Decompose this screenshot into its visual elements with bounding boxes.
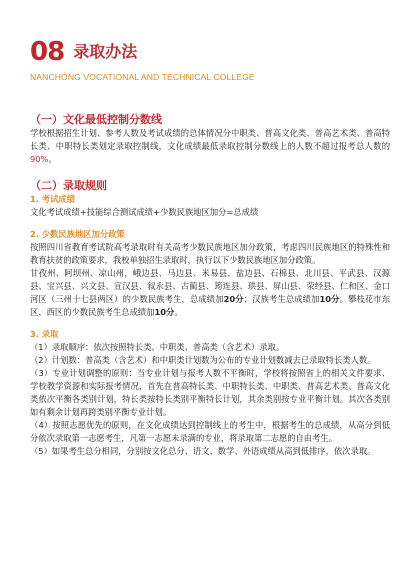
- min-score-text: 学校根据招生计划、参考人数及考试成绩的总体情况分中职类、普高文化类、普高艺术类、普高特长类、中职特长类划定录取控制线，文化成绩最低录取控制分数线上的人数不超过报考总人数的: [30, 128, 390, 151]
- admission-plan-count: （2）计划数：普高类（含艺术）和中职类计划数为公布的专业计划数减去已录取特长类人数。: [30, 355, 376, 365]
- chapter-number: 08: [30, 37, 65, 67]
- panzhihua-bonus-text: 。攀枝花市东区、西区的少数民族考生总成绩加: [30, 294, 390, 317]
- minority-bonus-regions: 甘孜州、阿坝州、凉山州，峨边县、马边县、米易县、盐边县、石棉县、北川县、平武县、汉源县、宝兴县、兴文县、宣汉县、叙永县、古蔺县、筠连县、珙县、屏山县、荥经县、仁和区、金口河区（三州十七县两区）的少数民族考生，总成绩加: [30, 268, 390, 304]
- exam-score-formula: 文化考试成绩+技能综合测试成绩+少数民族地区加分=总成绩: [30, 207, 259, 217]
- bonus-text-end: 。: [174, 307, 183, 317]
- bonus-10-points-panzhihua: 10分: [154, 307, 175, 317]
- admission-order: （1）录取顺序：依次按照特长类、中职类、普高类（含艺术）录取。: [30, 342, 285, 352]
- minority-bonus-intro: 按照四川省教育考试院高考录取时有关高考少数民族地区加分政策，考虑四川民族地区的特殊性和教育扶贫的政策要求，我校单独招生录取时，执行以下少数民族地区加分政策。: [30, 242, 390, 265]
- admission-tie-break: （5）如果考生总分相同，分别按文化总分、语文、数学、外语成绩从高到低排序，依次录取。: [30, 446, 376, 456]
- han-bonus-text: ；汉族考生总成绩加: [243, 294, 320, 304]
- page-header: [30, 38, 390, 82]
- section-min-score: [30, 112, 390, 166]
- page-content: [30, 112, 390, 458]
- min-score-paragraph: [30, 127, 390, 166]
- section-title-min-score: （一）文化最低控制分数线: [30, 113, 162, 126]
- bonus-20-points: 20分: [223, 294, 244, 304]
- chapter-title: 录取办法: [73, 42, 138, 61]
- min-score-text-end: 。: [48, 154, 57, 164]
- minority-bonus-detail: [30, 267, 390, 319]
- admission-plan-adjustment: （3）专业计划调整的原则：当专业计划与报考人数不平衡时，学校将按照省上的相关文件要求、学校教学资源和实际报考情况，首先在普高特长类、中职特长类、中职类、普高艺术类、普高文化类依次平衡各类别计划，特长类按特长类别平衡特长计划，其余类别按专业平衡计划。其次各类别如有剩余计划再跨类别平衡专业计划。: [30, 368, 390, 417]
- heading-minority-bonus: 2. 少数民族地区加分政策: [30, 229, 125, 239]
- heading-admission: 3. 录取: [30, 329, 59, 339]
- section-admission-rules: [30, 178, 390, 458]
- bonus-10-points-han: 10分: [319, 294, 340, 304]
- college-english-name: NANCHONG VOCATIONAL AND TECHNICAL COLLEGE: [30, 72, 255, 82]
- min-score-percent: 90%: [30, 154, 49, 164]
- section-title-admission-rules: （二）录取规则: [30, 179, 107, 192]
- heading-exam-score: 1. 考试成绩: [30, 194, 76, 204]
- admission-preference-rule: （4）按照志愿优先的原则，在文化成绩达到控制线上的考生中，根据考生的总成绩，从高分到低分依次录取第一志愿考生，凡第一志愿未录满的专业，将录取第二志愿的自由考生。: [30, 420, 390, 443]
